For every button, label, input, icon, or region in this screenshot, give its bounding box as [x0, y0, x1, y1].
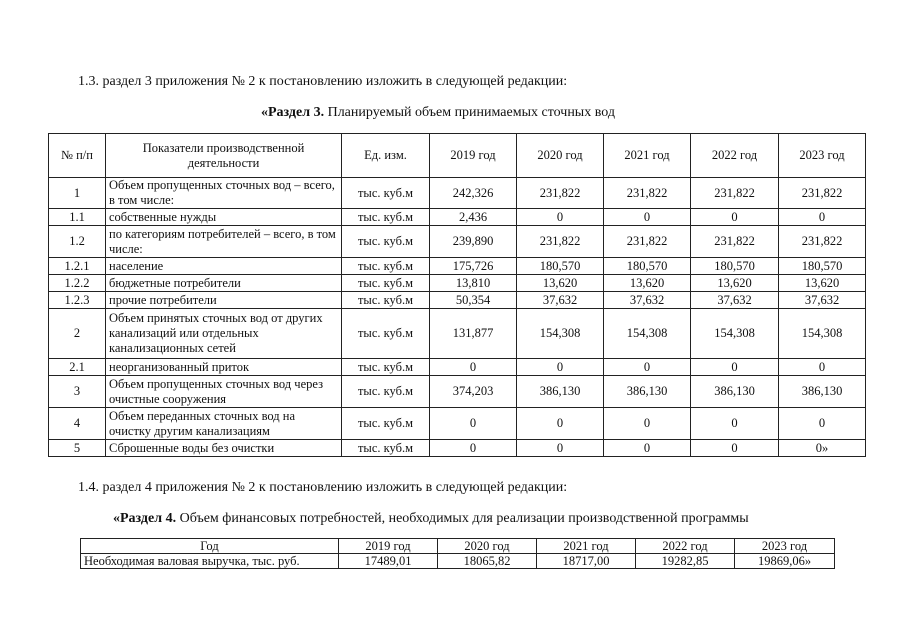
table-row [49, 408, 866, 440]
unit-cell: тыс. куб.м [342, 275, 430, 292]
table-row [81, 554, 835, 569]
value-cell: 180,570 [691, 258, 779, 275]
row-number: 1.2.1 [49, 258, 106, 275]
value-cell: 0 [779, 408, 866, 440]
value-cell: 231,822 [517, 226, 604, 258]
section-4-table [80, 538, 835, 569]
row-number: 2 [49, 309, 106, 359]
value-cell: 386,130 [604, 376, 691, 408]
value-cell: 386,130 [691, 376, 779, 408]
row-number: 1.1 [49, 209, 106, 226]
value-cell: 386,130 [779, 376, 866, 408]
table-row [49, 359, 866, 376]
value-cell: 13,620 [779, 275, 866, 292]
value-cell: 0 [691, 209, 779, 226]
value-cell: 0 [779, 209, 866, 226]
indicator-name: неорганизованный приток [106, 359, 342, 376]
value-cell: 37,632 [517, 292, 604, 309]
table-row [49, 275, 866, 292]
value-cell: 180,570 [517, 258, 604, 275]
value-cell: 18065,82 [438, 554, 537, 569]
value-cell: 0 [517, 440, 604, 457]
value-cell: 18717,00 [537, 554, 636, 569]
value-cell: 13,620 [604, 275, 691, 292]
table-row [49, 309, 866, 359]
unit-cell: тыс. куб.м [342, 292, 430, 309]
value-cell: 0 [779, 359, 866, 376]
value-cell: 0 [517, 408, 604, 440]
paragraph-1-4: 1.4. раздел 4 приложения № 2 к постановлению изложить в следующей редакции: [78, 480, 568, 495]
value-cell: 19282,85 [636, 554, 735, 569]
value-cell: 13,810 [430, 275, 517, 292]
indicator-name: Объем пропущенных сточных вод через очистные сооружения [106, 376, 342, 408]
indicator-name: Сброшенные воды без очистки [106, 440, 342, 457]
indicator-name: по категориям потребителей – всего, в том числе: [106, 226, 342, 258]
row-number: 1 [49, 178, 106, 209]
row-label: Необходимая валовая выручка, тыс. руб. [81, 554, 339, 569]
value-cell: 2,436 [430, 209, 517, 226]
column-header: Показатели производственной деятельности [106, 134, 342, 178]
value-cell: 0 [430, 408, 517, 440]
unit-cell: тыс. куб.м [342, 309, 430, 359]
value-cell: 154,308 [604, 309, 691, 359]
value-cell: 0 [604, 408, 691, 440]
indicator-name: Объем пропущенных сточных вод – всего, в том числе: [106, 178, 342, 209]
value-cell: 0 [430, 359, 517, 376]
row-number: 5 [49, 440, 106, 457]
column-header: 2023 год [779, 134, 866, 178]
column-header: № п/п [49, 134, 106, 178]
value-cell: 37,632 [779, 292, 866, 309]
section-3-label: «Раздел 3. [261, 105, 325, 120]
unit-cell: тыс. куб.м [342, 226, 430, 258]
row-number: 1.2 [49, 226, 106, 258]
table-header-row [81, 539, 835, 554]
indicator-name: Объем принятых сточных вод от других канализаций или отдельных канализационных сетей [106, 309, 342, 359]
column-header: 2021 год [604, 134, 691, 178]
value-cell: 0 [691, 359, 779, 376]
section-3-title: Планируемый объем принимаемых сточных вод [324, 105, 615, 120]
value-cell: 180,570 [779, 258, 866, 275]
value-cell: 0 [604, 359, 691, 376]
column-header: 2020 год [438, 539, 537, 554]
value-cell: 0 [604, 209, 691, 226]
value-cell: 231,822 [691, 226, 779, 258]
value-cell: 154,308 [517, 309, 604, 359]
value-cell: 17489,01 [339, 554, 438, 569]
indicator-name: население [106, 258, 342, 275]
value-cell: 231,822 [517, 178, 604, 209]
value-cell: 231,822 [779, 178, 866, 209]
column-header: 2023 год [735, 539, 835, 554]
unit-cell: тыс. куб.м [342, 440, 430, 457]
value-cell: 13,620 [691, 275, 779, 292]
value-cell: 231,822 [604, 226, 691, 258]
unit-cell: тыс. куб.м [342, 258, 430, 275]
column-header: 2019 год [339, 539, 438, 554]
unit-cell: тыс. куб.м [342, 178, 430, 209]
table-header-row [49, 134, 866, 178]
column-header: 2022 год [636, 539, 735, 554]
indicator-name: бюджетные потребители [106, 275, 342, 292]
value-cell: 374,203 [430, 376, 517, 408]
indicator-name: Объем переданных сточных вод на очистку другим канализациям [106, 408, 342, 440]
value-cell: 239,890 [430, 226, 517, 258]
column-header: 2020 год [517, 134, 604, 178]
value-cell: 180,570 [604, 258, 691, 275]
section-4-label: «Раздел 4. [113, 511, 177, 526]
table-row [49, 226, 866, 258]
indicator-name: прочие потребители [106, 292, 342, 309]
value-cell: 0 [517, 209, 604, 226]
section-4-title: Объем финансовых потребностей, необходимых для реализации производственной программы [176, 511, 749, 526]
unit-cell: тыс. куб.м [342, 408, 430, 440]
value-cell: 0» [779, 440, 866, 457]
value-cell: 231,822 [779, 226, 866, 258]
indicator-name: собственные нужды [106, 209, 342, 226]
table-row [49, 440, 866, 457]
value-cell: 0 [691, 408, 779, 440]
column-header: Год [81, 539, 339, 554]
row-number: 4 [49, 408, 106, 440]
table-row [49, 376, 866, 408]
unit-cell: тыс. куб.м [342, 209, 430, 226]
table-row [49, 178, 866, 209]
section-3-heading [261, 105, 615, 121]
column-header: 2021 год [537, 539, 636, 554]
value-cell: 0 [691, 440, 779, 457]
section-4-heading [113, 511, 749, 527]
value-cell: 154,308 [779, 309, 866, 359]
value-cell: 131,877 [430, 309, 517, 359]
row-number: 1.2.2 [49, 275, 106, 292]
table-row [49, 209, 866, 226]
value-cell: 231,822 [604, 178, 691, 209]
unit-cell: тыс. куб.м [342, 376, 430, 408]
row-number: 1.2.3 [49, 292, 106, 309]
row-number: 3 [49, 376, 106, 408]
value-cell: 13,620 [517, 275, 604, 292]
value-cell: 50,354 [430, 292, 517, 309]
value-cell: 175,726 [430, 258, 517, 275]
value-cell: 231,822 [691, 178, 779, 209]
value-cell: 37,632 [604, 292, 691, 309]
value-cell: 19869,06» [735, 554, 835, 569]
value-cell: 154,308 [691, 309, 779, 359]
table-row [49, 292, 866, 309]
unit-cell: тыс. куб.м [342, 359, 430, 376]
value-cell: 242,326 [430, 178, 517, 209]
paragraph-1-3: 1.3. раздел 3 приложения № 2 к постановлению изложить в следующей редакции: [78, 74, 568, 89]
column-header: 2022 год [691, 134, 779, 178]
column-header: Ед. изм. [342, 134, 430, 178]
value-cell: 0 [517, 359, 604, 376]
section-3-table [48, 133, 866, 457]
row-number: 2.1 [49, 359, 106, 376]
value-cell: 0 [604, 440, 691, 457]
table-row [49, 258, 866, 275]
value-cell: 37,632 [691, 292, 779, 309]
value-cell: 0 [430, 440, 517, 457]
column-header: 2019 год [430, 134, 517, 178]
value-cell: 386,130 [517, 376, 604, 408]
